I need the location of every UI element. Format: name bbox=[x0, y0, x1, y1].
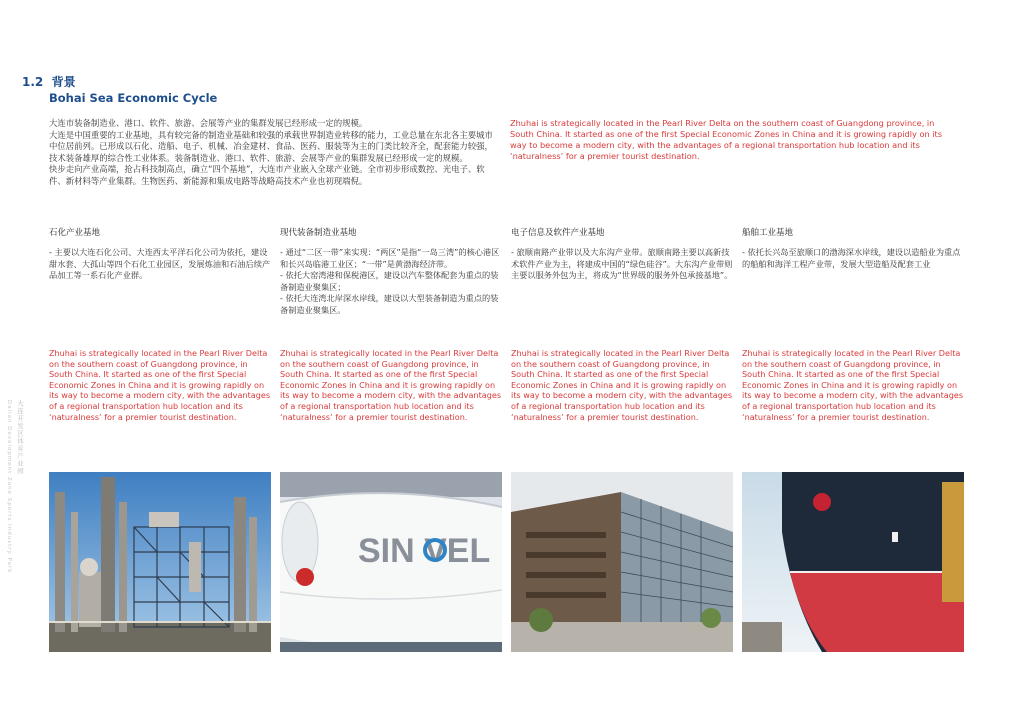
column-title-shipbuilding: 船舶工业基地 bbox=[742, 228, 794, 238]
section-heading bbox=[22, 73, 76, 90]
photo-ship-hull bbox=[742, 472, 964, 652]
section-number: 1.2 bbox=[22, 75, 44, 89]
column-title-petrochem: 石化产业基地 bbox=[49, 228, 101, 238]
column-body-electronics bbox=[511, 247, 733, 282]
column-body-equipment bbox=[280, 247, 502, 317]
intro-paragraph: 大连是中国重要的工业基地，具有较完备的制造业基础和较强的承载世界制造业转移的能力，工业总量在东北各主要城市中位居前列。已形成以石化、造船、电子、机械、冶金建材、食品、医药、服装等为主的门类比较齐全，配套能力较强，技术装备雄厚的综合性工业体系。装备制造业、港口、软件、旅游、会展等产业的集群发展已经形成一定的规模。 bbox=[49, 129, 493, 163]
column-body-petrochem bbox=[49, 247, 271, 282]
intro-text-en: Zhuhai is strategically located in the Pearl River Delta on the southern coast of Guangdong province, in South China. It started as one of the first Special Economic Zones in China and it is growing rapidly on its way to become a modern city, with the advantages of a regional transportation hub location and its ‘naturalness’ for a premier tourist destination. bbox=[510, 118, 943, 161]
section-title-en: Bohai Sea Economic Cycle bbox=[49, 91, 218, 105]
intro-paragraph: 快步走向产业高端，抢占科技制高点，确立“四个基地”，大连市产业嵌入全球产业链。全市初步形成数控、光电子、软件、新材料等产业集群。生物医药、新能源和集成电路等战略高技术产业也初现端倪。 bbox=[49, 164, 485, 186]
column-en-electronics: Zhuhai is strategically located in the Pearl River Delta on the southern coast of Guangdong province, in South China. It started as one of the first Special Economic Zones in China and it is growing rapidly on its way to become a modern city, with the advantages of a regional transportation hub location and its ‘naturalness’ for a premier tourist destination. bbox=[511, 348, 733, 422]
column-paragraph: - 依托大窑湾港和保税港区，建设以汽车整体配套为重点的装备制造业聚集区； bbox=[280, 270, 499, 292]
side-text-en: Dalian Development Zone Sports Industry Park bbox=[6, 400, 12, 574]
column-title-electronics: 电子信息及软件产业基地 bbox=[511, 228, 605, 238]
column-body-shipbuilding bbox=[742, 247, 964, 270]
section-title-cn: 背景 bbox=[51, 75, 76, 89]
column-paragraph: - 依托长兴岛至旅顺口的渤海深水岸线，建设以造船业为重点的船舶和海洋工程产业带，发展大型造船及配套工业 bbox=[742, 247, 961, 269]
side-vertical-text bbox=[2, 400, 32, 630]
column-paragraph: - 旅顺南路产业带以及大东沟产业带。旅顺南路主要以高新技术软件产业为主，将建成中国的“绿色硅谷”。大东沟产业带则主要以服务外包为主，将成为“世界级的服务外包承接基地”。 bbox=[511, 247, 733, 281]
side-text-cn: 大连开发区体育产业园 bbox=[16, 400, 24, 475]
photo-petrochemical-plant bbox=[49, 472, 271, 652]
column-title-equipment: 现代装备制造业基地 bbox=[280, 228, 357, 238]
column-en-equipment: Zhuhai is strategically located in the Pearl River Delta on the southern coast of Guangdong province, in South China. It started as one of the first Special Economic Zones in China and it is growing rapidly on its way to become a modern city, with the advantages of a regional transportation hub location and its ‘naturalness’ for a premier tourist destination. bbox=[280, 348, 502, 422]
column-paragraph: - 主要以大连石化公司、大连西太平洋石化公司为依托，建设甜水套、大孤山等四个石化工业园区，发展炼油和石油后续产品加工等一系石化产业群。 bbox=[49, 247, 271, 281]
sinovel-logo: SIN VEL bbox=[358, 532, 491, 570]
intro-text bbox=[49, 118, 497, 187]
intro-paragraph: 大连市装备制造业、港口、软件、旅游、会展等产业的集群发展已经形成一定的规模。 bbox=[49, 118, 368, 128]
photo-office-building bbox=[511, 472, 733, 652]
column-paragraph: - 依托大连湾北岸深水岸线，建设以大型装备制造为重点的装备制造业聚集区。 bbox=[280, 293, 499, 315]
column-en-petrochem: Zhuhai is strategically located in the Pearl River Delta on the southern coast of Guangdong province, in South China. It started as one of the first Special Economic Zones in China and it is growing rapidly on its way to become a modern city, with the advantages of a regional transportation hub location and its ‘naturalness’ for a premier tourist destination. bbox=[49, 348, 271, 422]
column-paragraph: - 通过“二区一带”来实现：“两区”是指“一岛三湾”的核心港区和长兴岛临港工业区；“一带”是黄渤海经济带。 bbox=[280, 247, 500, 269]
column-en-shipbuilding: Zhuhai is strategically located in the Pearl River Delta on the southern coast of Guangdong province, in South China. It started as one of the first Special Economic Zones in China and it is growing rapidly on its way to become a modern city, with the advantages of a regional transportation hub location and its ‘naturalness’ for a premier tourist destination. bbox=[742, 348, 964, 422]
photo-sinovel-turbine bbox=[280, 472, 502, 652]
